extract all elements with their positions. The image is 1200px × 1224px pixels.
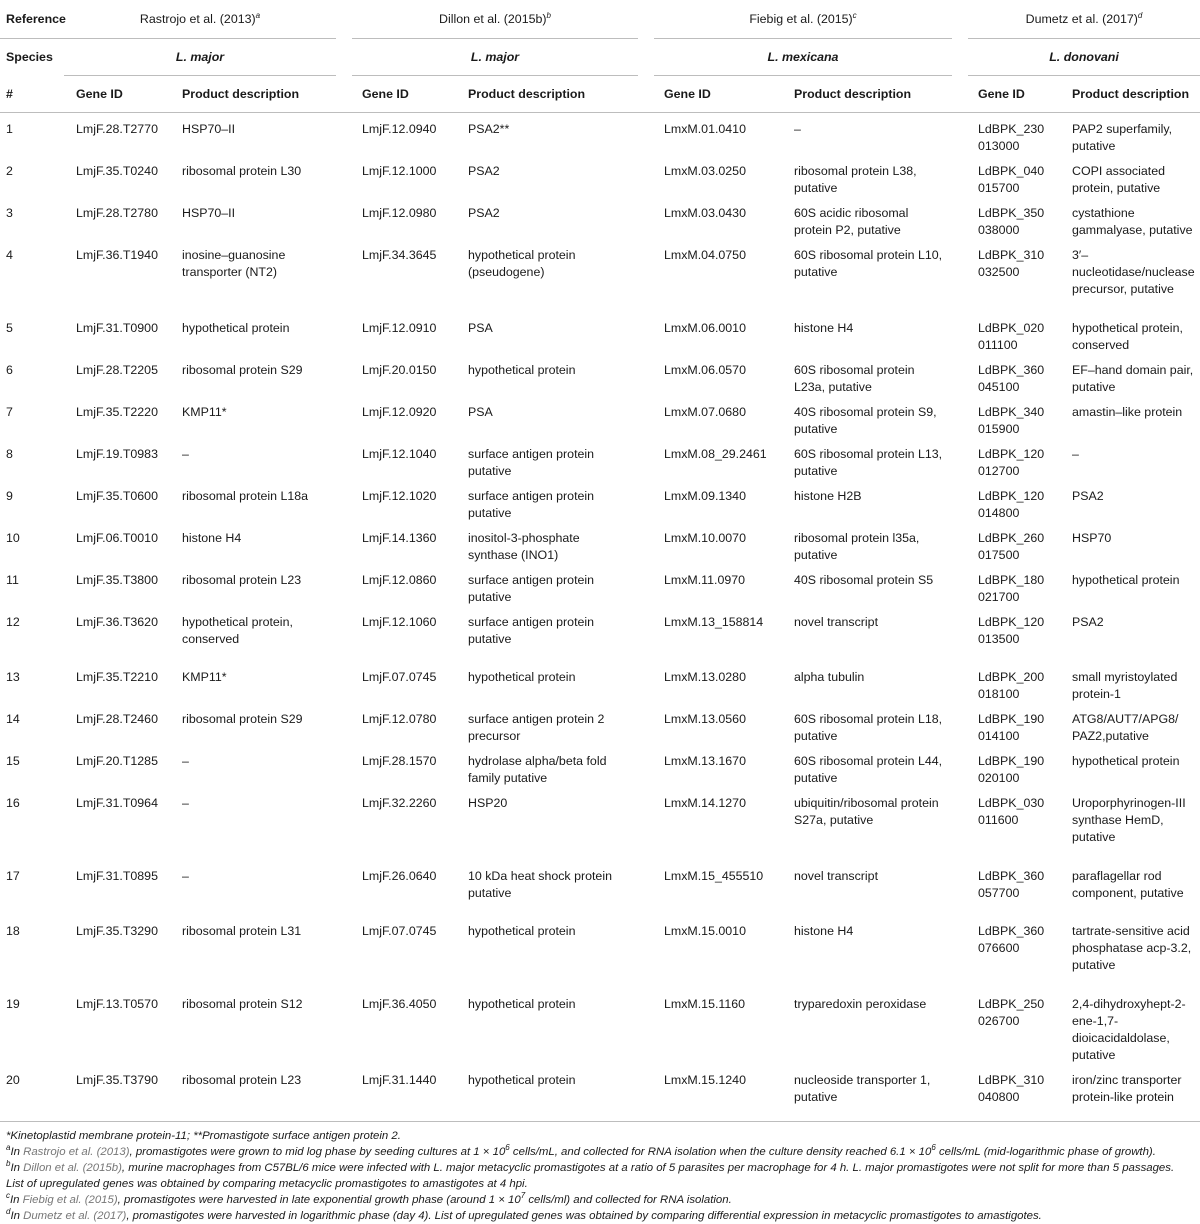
num-header: # — [0, 76, 64, 113]
gene-id-header-1: Gene ID — [64, 76, 182, 113]
product-dillon: hypothetical protein (pseudogene) — [468, 248, 576, 279]
product-fiebig: alpha tubulin — [794, 670, 865, 684]
gene-id-rastrojo: LmjF.19.T0983 — [76, 447, 158, 461]
table-row — [0, 239, 1200, 312]
gene-id-dumetz: LdBPK_230 013000 — [978, 122, 1045, 153]
gene-id-fiebig: LmxM.04.0750 — [664, 248, 746, 262]
product-dumetz: EF–hand domain pair, putative — [1072, 363, 1194, 394]
gene-id-dumetz: LdBPK_310 032500 — [978, 248, 1045, 279]
product-rastrojo: ribosomal protein L18a — [182, 489, 309, 503]
species-rastrojo: L. major — [175, 50, 225, 64]
product-rastrojo: KMP11* — [182, 405, 227, 419]
gene-id-dumetz: LdBPK_040 015700 — [978, 164, 1045, 195]
gene-id-dumetz: LdBPK_360 076600 — [978, 924, 1045, 955]
gene-id-fiebig: LmxM.15.1240 — [664, 1073, 746, 1087]
footnote-c: $^c$In Fiebig et al. (2015), promastigotes were harvested in late exponential growth phase (around $1 \times 10^7$ cells/ml) and collected for RNA isolation. — [6, 1191, 732, 1206]
table-row — [0, 860, 1200, 915]
gene-id-dillon: LmjF.31.1440 — [362, 1073, 437, 1087]
product-fiebig: 60S ribosomal protein L13, putative — [794, 447, 943, 478]
table-row — [0, 661, 1200, 703]
gene-id-rastrojo: LmjF.36.T1940 — [76, 248, 158, 262]
footnotes — [0, 1121, 1200, 1224]
row-number: 5 — [6, 321, 13, 335]
gene-id-fiebig: LmxM.15.0010 — [664, 924, 746, 938]
gene-id-dillon: LmjF.12.0780 — [362, 712, 437, 726]
row-number: 11 — [6, 573, 19, 587]
product-rastrojo: histone H4 — [182, 531, 242, 545]
gene-id-rastrojo: LmjF.35.T0240 — [76, 164, 158, 178]
product-fiebig: nucleoside transporter 1, putative — [794, 1073, 931, 1104]
row-number: 20 — [6, 1073, 20, 1087]
gene-id-fiebig: LmxM.01.0410 — [664, 122, 746, 136]
gene-id-dillon: LmjF.12.0980 — [362, 206, 437, 220]
product-dillon: surface antigen protein 2 precursor — [468, 712, 605, 743]
gene-id-rastrojo: LmjF.35.T3800 — [76, 573, 158, 587]
product-dillon: surface antigen protein putative — [468, 447, 595, 478]
product-rastrojo: hypothetical protein, conserved — [182, 615, 293, 646]
gene-id-rastrojo: LmjF.28.T2460 — [76, 712, 158, 726]
product-fiebig: ribosomal protein l35a, putative — [794, 531, 920, 562]
product-rastrojo: hypothetical protein — [182, 321, 290, 335]
product-dillon: surface antigen protein putative — [468, 615, 595, 646]
product-dillon: PSA — [468, 321, 493, 335]
product-dillon: inositol-3-phosphate synthase (INO1) — [468, 531, 580, 562]
product-fiebig: 60S ribosomal protein L23a, putative — [794, 363, 915, 394]
footnote-d: $^d$In Dumetz et al. (2017), promastigotes were harvested in logarithmic phase (day 4). List of upregulated genes was obtained by comparing differential expression in metacyclic promastigotes to amastigotes. — [6, 1207, 1042, 1222]
ref-link-rastrojo[interactable]: Rastrojo et al. (2013) — [23, 1146, 130, 1158]
table-row — [0, 312, 1200, 354]
gene-id-rastrojo: LmjF.35.T2210 — [76, 670, 158, 684]
product-rastrojo: ribosomal protein L23 — [182, 573, 302, 587]
gene-id-dumetz: LdBPK_360 057700 — [978, 869, 1045, 900]
product-dumetz: COPI associated protein, putative — [1072, 164, 1165, 195]
gene-id-rastrojo: LmjF.28.T2780 — [76, 206, 158, 220]
product-dumetz: ATG8/AUT7/APG8/ PAZ2,putative — [1072, 712, 1179, 743]
row-number: 4 — [6, 248, 13, 262]
product-dillon: hypothetical protein — [468, 1073, 576, 1087]
product-rastrojo: ribosomal protein L23 — [182, 1073, 302, 1087]
product-dillon: PSA2** — [468, 122, 510, 136]
gene-id-dumetz: LdBPK_030 011600 — [978, 796, 1045, 827]
product-rastrojo: ribosomal protein S29 — [182, 712, 303, 726]
product-dillon: hydrolase alpha/beta fold family putative — [468, 754, 607, 785]
gene-id-rastrojo: LmjF.06.T0010 — [76, 531, 158, 545]
product-dumetz: hypothetical protein — [1072, 573, 1180, 587]
gene-id-dumetz: LdBPK_310 040800 — [978, 1073, 1045, 1104]
product-fiebig: tryparedoxin peroxidase — [794, 997, 927, 1011]
product-dumetz: PSA2 — [1072, 489, 1104, 503]
table-row — [0, 1064, 1200, 1119]
product-dumetz: iron/zinc transporter protein-like protein — [1072, 1073, 1182, 1104]
product-dillon: surface antigen protein putative — [468, 489, 595, 520]
gene-id-dumetz: LdBPK_190 014100 — [978, 712, 1045, 743]
product-dillon: hypothetical protein — [468, 363, 576, 377]
table-row — [0, 480, 1200, 522]
product-dumetz: paraflagellar rod component, putative — [1072, 869, 1184, 900]
gene-id-dillon: LmjF.07.0745 — [362, 670, 437, 684]
gene-id-fiebig: LmxM.13_158814 — [664, 615, 764, 629]
gene-id-fiebig: LmxM.09.1340 — [664, 489, 746, 503]
gene-id-dillon: LmjF.12.1000 — [362, 164, 437, 178]
product-fiebig: ribosomal protein L38, putative — [794, 164, 917, 195]
product-fiebig: 60S ribosomal protein L18, putative — [794, 712, 943, 743]
row-number: 18 — [6, 924, 20, 938]
row-number: 1 — [6, 122, 13, 136]
gene-id-rastrojo: LmjF.35.T3290 — [76, 924, 158, 938]
gene-id-rastrojo: LmjF.36.T3620 — [76, 615, 158, 629]
product-fiebig: 40S ribosomal protein S9, putative — [794, 405, 937, 436]
row-number: 6 — [6, 363, 13, 377]
gene-id-dillon: LmjF.34.3645 — [362, 248, 437, 262]
product-dumetz: cystathione gammalyase, putative — [1072, 206, 1193, 237]
gene-id-dumetz: LdBPK_120 012700 — [978, 447, 1045, 478]
gene-id-fiebig: LmxM.06.0010 — [664, 321, 746, 335]
gene-id-rastrojo: LmjF.28.T2205 — [76, 363, 158, 377]
footnote-a: $^a$In Rastrojo et al. (2013), promastigotes were grown to mid log phase by seeding cultures at $1 \times 10^6$ cells/mL, and collected for RNA isolation when the culture density reached $6.1 \times 10^6$ cells/mL (mid-logarithmic phase of growth). — [6, 1143, 1156, 1158]
product-dumetz: amastin–like protein — [1072, 405, 1183, 419]
product-fiebig: 60S acidic ribosomal protein P2, putative — [794, 206, 909, 237]
gene-id-dumetz: LdBPK_120 014800 — [978, 489, 1045, 520]
product-dumetz: 2,4-dihydroxyhept-2-ene-1,7-dioicacidaldolase, putative — [1072, 997, 1186, 1062]
gene-id-dillon: LmjF.12.1020 — [362, 489, 437, 503]
species-label: Species — [6, 50, 53, 65]
ref-link-dumetz[interactable]: Dumetz et al. (2017) — [23, 1210, 127, 1222]
gene-id-dumetz: LdBPK_180 021700 — [978, 573, 1045, 604]
gene-id-dumetz: LdBPK_190 020100 — [978, 754, 1045, 785]
row-number: 2 — [6, 164, 13, 178]
gene-id-dillon: LmjF.36.4050 — [362, 997, 437, 1011]
reference-label: Reference — [0, 0, 64, 39]
gene-id-fiebig: LmxM.03.0250 — [664, 164, 746, 178]
gene-id-dillon: LmjF.26.0640 — [362, 869, 437, 883]
product-dillon: PSA2 — [468, 164, 500, 178]
ref-link-dillon[interactable]: Dillon et al. (2015b) — [23, 1162, 122, 1174]
gene-id-dillon: LmjF.07.0745 — [362, 924, 437, 938]
product-dumetz: HSP70 — [1072, 531, 1112, 545]
row-number: 16 — [6, 796, 20, 810]
product-dumetz: – — [1072, 447, 1079, 461]
gene-id-rastrojo: LmjF.31.T0895 — [76, 869, 158, 883]
gene-id-rastrojo: LmjF.20.T1285 — [76, 754, 158, 768]
gene-id-rastrojo: LmjF.28.T2770 — [76, 122, 158, 136]
product-rastrojo: ribosomal protein L30 — [182, 164, 302, 178]
product-fiebig: ubiquitin/ribosomal protein S27a, putative — [794, 796, 939, 827]
gene-id-dillon: LmjF.12.1060 — [362, 615, 437, 629]
gene-id-header-4: Gene ID — [968, 76, 1072, 113]
gene-id-dumetz: LdBPK_120 013500 — [978, 615, 1045, 646]
footnote-star: *Kinetoplastid membrane protein-11; **Promastigote surface antigen protein 2. — [6, 1130, 401, 1142]
gene-id-fiebig: LmxM.13.0560 — [664, 712, 746, 726]
row-number: 19 — [6, 997, 20, 1011]
gene-id-fiebig: LmxM.15.1160 — [664, 997, 746, 1011]
row-number: 7 — [6, 405, 13, 419]
species-dumetz: L. donovani — [1049, 50, 1119, 64]
row-number: 3 — [6, 206, 13, 220]
gene-id-dillon: LmjF.20.0150 — [362, 363, 437, 377]
product-rastrojo: inosine–guanosine transporter (NT2) — [182, 248, 286, 279]
table-row — [0, 703, 1200, 745]
product-rastrojo: KMP11* — [182, 670, 227, 684]
table-body — [0, 113, 1200, 1120]
study-ref-rastrojo: Rastrojo et al. $(2013)^a$ — [64, 0, 336, 39]
gene-id-dumetz: LdBPK_200 018100 — [978, 670, 1045, 701]
gene-id-fiebig: LmxM.10.0070 — [664, 531, 746, 545]
product-fiebig: novel transcript — [794, 869, 879, 883]
row-number: 14 — [6, 712, 20, 726]
product-dumetz: hypothetical protein, conserved — [1072, 321, 1183, 352]
table-row — [0, 606, 1200, 661]
gene-id-fiebig: LmxM.08_29.2461 — [664, 447, 767, 461]
product-fiebig: 60S ribosomal protein L10, putative — [794, 248, 943, 279]
gene-id-fiebig: LmxM.06.0570 — [664, 363, 746, 377]
product-fiebig: – — [794, 122, 801, 136]
product-dillon: HSP20 — [468, 796, 508, 810]
table-row — [0, 915, 1200, 988]
footnote-b: $^b$In Dillon et al. (2015b), murine macrophages from C57BL/6 mice were infected with L. major metacyclic promastigotes at a ratio of 5 parasites per macrophage for 4 h. L. major promastigotes were not split for more than 5 passages. List of upregulated genes was obtained by comparing metacyclic promastigotes to amastigotes at 4 hpi. — [6, 1159, 1175, 1190]
table-row — [0, 988, 1200, 1064]
ref-link-fiebig[interactable]: Fiebig et al. (2015) — [22, 1194, 118, 1206]
gene-id-dumetz: LdBPK_350 038000 — [978, 206, 1045, 237]
product-header-3: Product description — [794, 76, 952, 113]
product-rastrojo: – — [182, 754, 189, 768]
gene-id-rastrojo: LmjF.31.T0964 — [76, 796, 158, 810]
table-row — [0, 522, 1200, 564]
gene-id-dillon: LmjF.12.0920 — [362, 405, 437, 419]
table-row — [0, 438, 1200, 480]
gene-id-dillon: LmjF.12.0860 — [362, 573, 437, 587]
product-dumetz: tartrate-sensitive acid phosphatase acp-3.2, putative — [1072, 924, 1192, 972]
product-rastrojo: HSP70–II — [182, 206, 236, 220]
product-rastrojo: – — [182, 447, 189, 461]
product-dillon: hypothetical protein — [468, 670, 576, 684]
product-rastrojo: ribosomal protein L31 — [182, 924, 302, 938]
table-row — [0, 396, 1200, 438]
gene-id-rastrojo: LmjF.13.T0570 — [76, 997, 158, 1011]
product-fiebig: 60S ribosomal protein L44, putative — [794, 754, 943, 785]
gene-id-fiebig: LmxM.13.1670 — [664, 754, 746, 768]
gene-id-dillon: LmjF.28.1570 — [362, 754, 437, 768]
species-row — [0, 39, 1200, 76]
gene-id-dillon: LmjF.12.1040 — [362, 447, 437, 461]
gene-id-rastrojo: LmjF.31.T0900 — [76, 321, 158, 335]
reference-row — [0, 0, 1200, 39]
table-row — [0, 113, 1200, 156]
table-row — [0, 354, 1200, 396]
product-header-4: Product description — [1072, 76, 1200, 113]
row-number: 9 — [6, 489, 13, 503]
row-number: 10 — [6, 531, 20, 545]
study-ref-dumetz: Dumetz et al. $(2017)^d$ — [968, 0, 1200, 39]
gene-id-dumetz: LdBPK_260 017500 — [978, 531, 1045, 562]
table-row — [0, 564, 1200, 606]
product-rastrojo: ribosomal protein S12 — [182, 997, 303, 1011]
product-dillon: PSA2 — [468, 206, 500, 220]
product-dumetz: hypothetical protein — [1072, 754, 1180, 768]
gene-id-fiebig: LmxM.15_455510 — [664, 869, 764, 883]
product-dumetz: Uroporphyrinogen-III synthase HemD, putative — [1072, 796, 1186, 844]
study-ref-fiebig: Fiebig et al. $(2015)^c$ — [654, 0, 952, 39]
product-dumetz: 3′– nucleotidase/nuclease precursor, putative — [1072, 248, 1195, 296]
gene-id-fiebig: LmxM.14.1270 — [664, 796, 746, 810]
gene-id-rastrojo: LmjF.35.T0600 — [76, 489, 158, 503]
gene-id-dillon: LmjF.12.0910 — [362, 321, 437, 335]
gene-id-dumetz: LdBPK_340 015900 — [978, 405, 1045, 436]
product-header-1: Product description — [182, 76, 336, 113]
product-rastrojo: ribosomal protein S29 — [182, 363, 303, 377]
gene-id-fiebig: LmxM.11.0970 — [664, 573, 746, 587]
column-header-row — [0, 76, 1200, 113]
product-header-2: Product description — [468, 76, 638, 113]
row-number: 8 — [6, 447, 13, 461]
gene-id-rastrojo: LmjF.35.T3790 — [76, 1073, 158, 1087]
gene-id-fiebig: LmxM.07.0680 — [664, 405, 746, 419]
table-row — [0, 155, 1200, 197]
product-fiebig: histone H4 — [794, 924, 854, 938]
gene-id-dillon: LmjF.12.0940 — [362, 122, 437, 136]
product-dillon: hypothetical protein — [468, 997, 576, 1011]
gene-id-dillon: LmjF.32.2260 — [362, 796, 437, 810]
table-row — [0, 745, 1200, 787]
product-dumetz: PSA2 — [1072, 615, 1104, 629]
gene-id-rastrojo: LmjF.35.T2220 — [76, 405, 158, 419]
row-number: 12 — [6, 615, 20, 629]
gene-id-dumetz: LdBPK_020 011100 — [978, 321, 1045, 352]
row-number: 17 — [6, 869, 20, 883]
product-dillon: 10 kDa heat shock protein putative — [468, 869, 612, 900]
gene-id-dumetz: LdBPK_250 026700 — [978, 997, 1045, 1028]
species-dillon: L. major — [470, 50, 520, 64]
product-fiebig: novel transcript — [794, 615, 879, 629]
gene-id-fiebig: LmxM.13.0280 — [664, 670, 746, 684]
product-dillon: hypothetical protein — [468, 924, 576, 938]
gene-id-fiebig: LmxM.03.0430 — [664, 206, 746, 220]
row-number: 15 — [6, 754, 20, 768]
product-dumetz: PAP2 superfamily, putative — [1072, 122, 1173, 153]
product-rastrojo: HSP70–II — [182, 122, 236, 136]
product-fiebig: 40S ribosomal protein S5 — [794, 573, 934, 587]
table-row — [0, 197, 1200, 239]
study-ref-dillon: Dillon et al. $(2015b)^b$ — [352, 0, 638, 39]
gene-id-dillon: LmjF.14.1360 — [362, 531, 437, 545]
table-row — [0, 787, 1200, 860]
product-rastrojo: – — [182, 796, 189, 810]
product-dumetz: small myristoylated protein-1 — [1072, 670, 1178, 701]
product-rastrojo: – — [182, 869, 189, 883]
gene-id-dumetz: LdBPK_360 045100 — [978, 363, 1045, 394]
product-fiebig: histone H4 — [794, 321, 854, 335]
gene-id-header-3: Gene ID — [654, 76, 794, 113]
product-fiebig: histone H2B — [794, 489, 862, 503]
product-dillon: PSA — [468, 405, 493, 419]
row-number: 13 — [6, 670, 20, 684]
gene-id-header-2: Gene ID — [352, 76, 468, 113]
product-dillon: surface antigen protein putative — [468, 573, 595, 604]
species-fiebig: L. mexicana — [767, 50, 839, 64]
